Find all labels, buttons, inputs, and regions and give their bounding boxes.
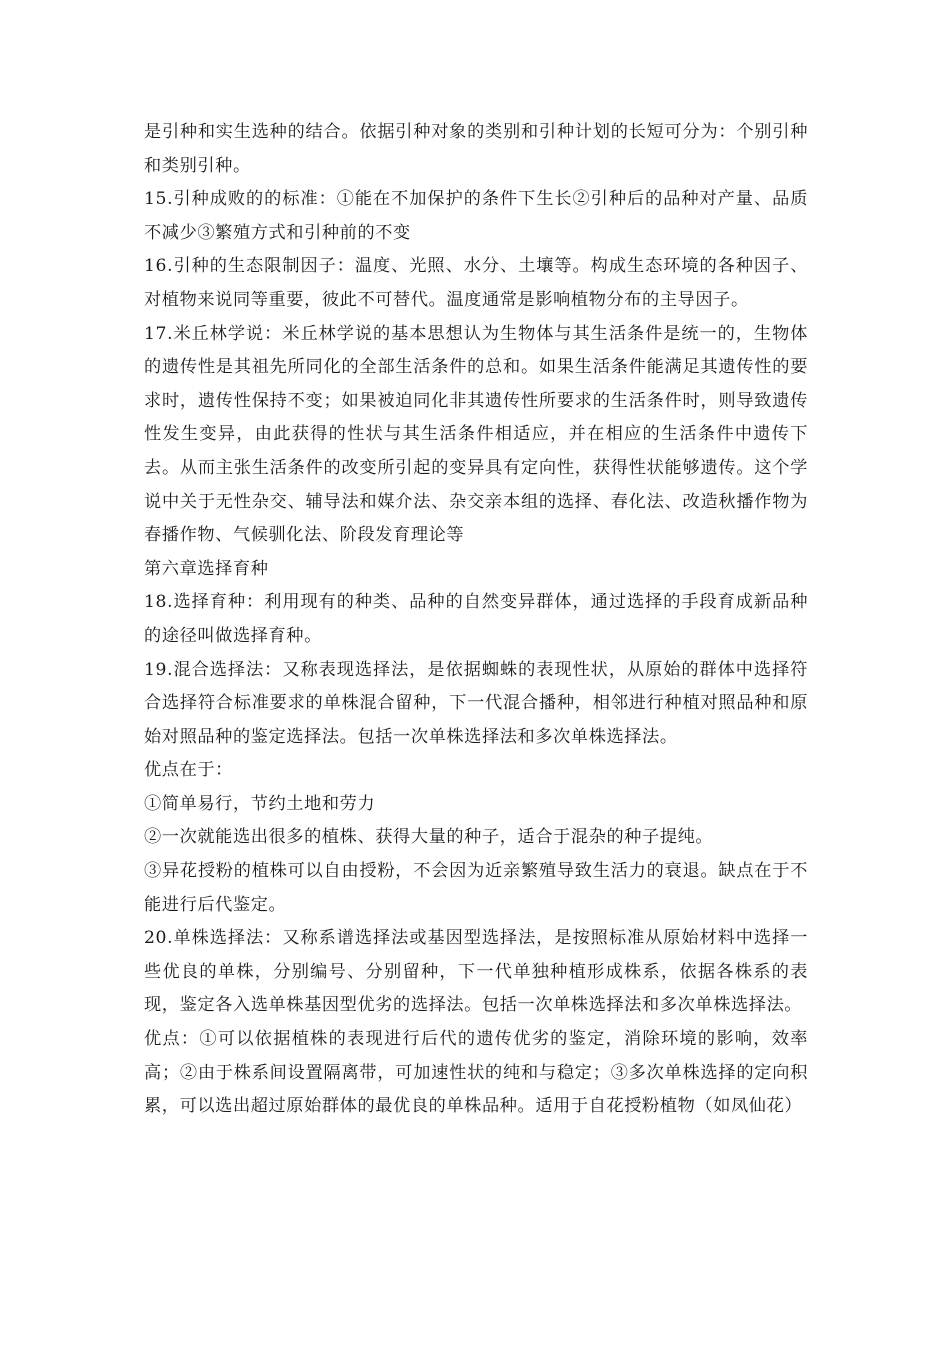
advantage-item-1: ①简单易行，节约土地和劳力	[144, 793, 376, 814]
chapter-heading: 第六章选择育种	[144, 558, 269, 579]
paragraph-item-17: 17.米丘林学说：米丘林学说的基本思想认为生物体与其生活条件是统一的，生物体的遗传性是其祖先所同化的全部生活条件的总和。如果生活条件能满足其遗传性的要求时，遗传性保持不变；如果被迫同化非其遗传性所要求的生活条件时，则导致遗传性发生变异，由此获得的性状与其生活条件相适应，并在相应的生活条件中遗传下去。从而主张生活条件的改变所引起的变异具有定向性，获得性状能够遗传。这个学说中关于无性杂交、辅导法和媒介法、杂交亲本组的选择、春化法、改造秋播作物为春播作物、气候驯化法、阶段发育理论等	[144, 323, 808, 546]
advantage-item-2: ②一次就能选出很多的植株、获得大量的种子，适合于混杂的种子提纯。	[144, 827, 714, 848]
paragraph-item-16: 16.引种的生态限制因子：温度、光照、水分、土壤等。构成生态环境的各种因子、对植物来说同等重要，彼此不可替代。温度通常是影响植物分布的主导因子。	[144, 256, 808, 310]
paragraph-item-15: 15.引种成败的的标准：①能在不加保护的条件下生长②引种后的品种对产量、品质不减少③繁殖方式和引种前的不变	[144, 189, 808, 243]
paragraph-item-18: 18.选择育种：利用现有的种类、品种的自然变异群体，通过选择的手段育成新品种的途径叫做选择育种。	[144, 592, 808, 646]
advantages-paragraph: 优点：①可以依据植株的表现进行后代的遗传优劣的鉴定，消除环境的影响，效率高；②由于株系间设置隔离带，可加速性状的纯和与稳定；③多次单株选择的定向积累，可以选出超过原始群体的最优良的单株品种。适用于自花授粉植物（如凤仙花）	[144, 1029, 808, 1117]
paragraph-continuation: 是引种和实生选种的结合。依据引种对象的类别和引种计划的长短可分为：个别引种和类别引种。	[144, 122, 808, 176]
paragraph-item-19: 19.混合选择法：又称表现选择法，是依据蜘蛛的表现性状，从原始的群体中选择符合选择符合标准要求的单株混合留种，下一代混合播种，相邻进行种植对照品种和原始对照品种的鉴定选择法。包括一次单株选择法和多次单株选择法。	[144, 659, 808, 747]
advantages-heading: 优点在于：	[144, 760, 233, 781]
paragraph-item-20: 20.单株选择法：又称系谱选择法或基因型选择法，是按照标准从原始材料中选择一些优良的单株，分别编号、分别留种，下一代单独种植形成株系，依据各株系的表现，鉴定各入选单株基因型优劣的选择法。包括一次单株选择法和多次单株选择法。	[144, 928, 808, 1016]
advantage-item-3: ③异花授粉的植株可以自由授粉，不会因为近亲繁殖导致生活力的衰退。缺点在于不能进行后代鉴定。	[144, 861, 808, 915]
document-page	[144, 116, 808, 1124]
